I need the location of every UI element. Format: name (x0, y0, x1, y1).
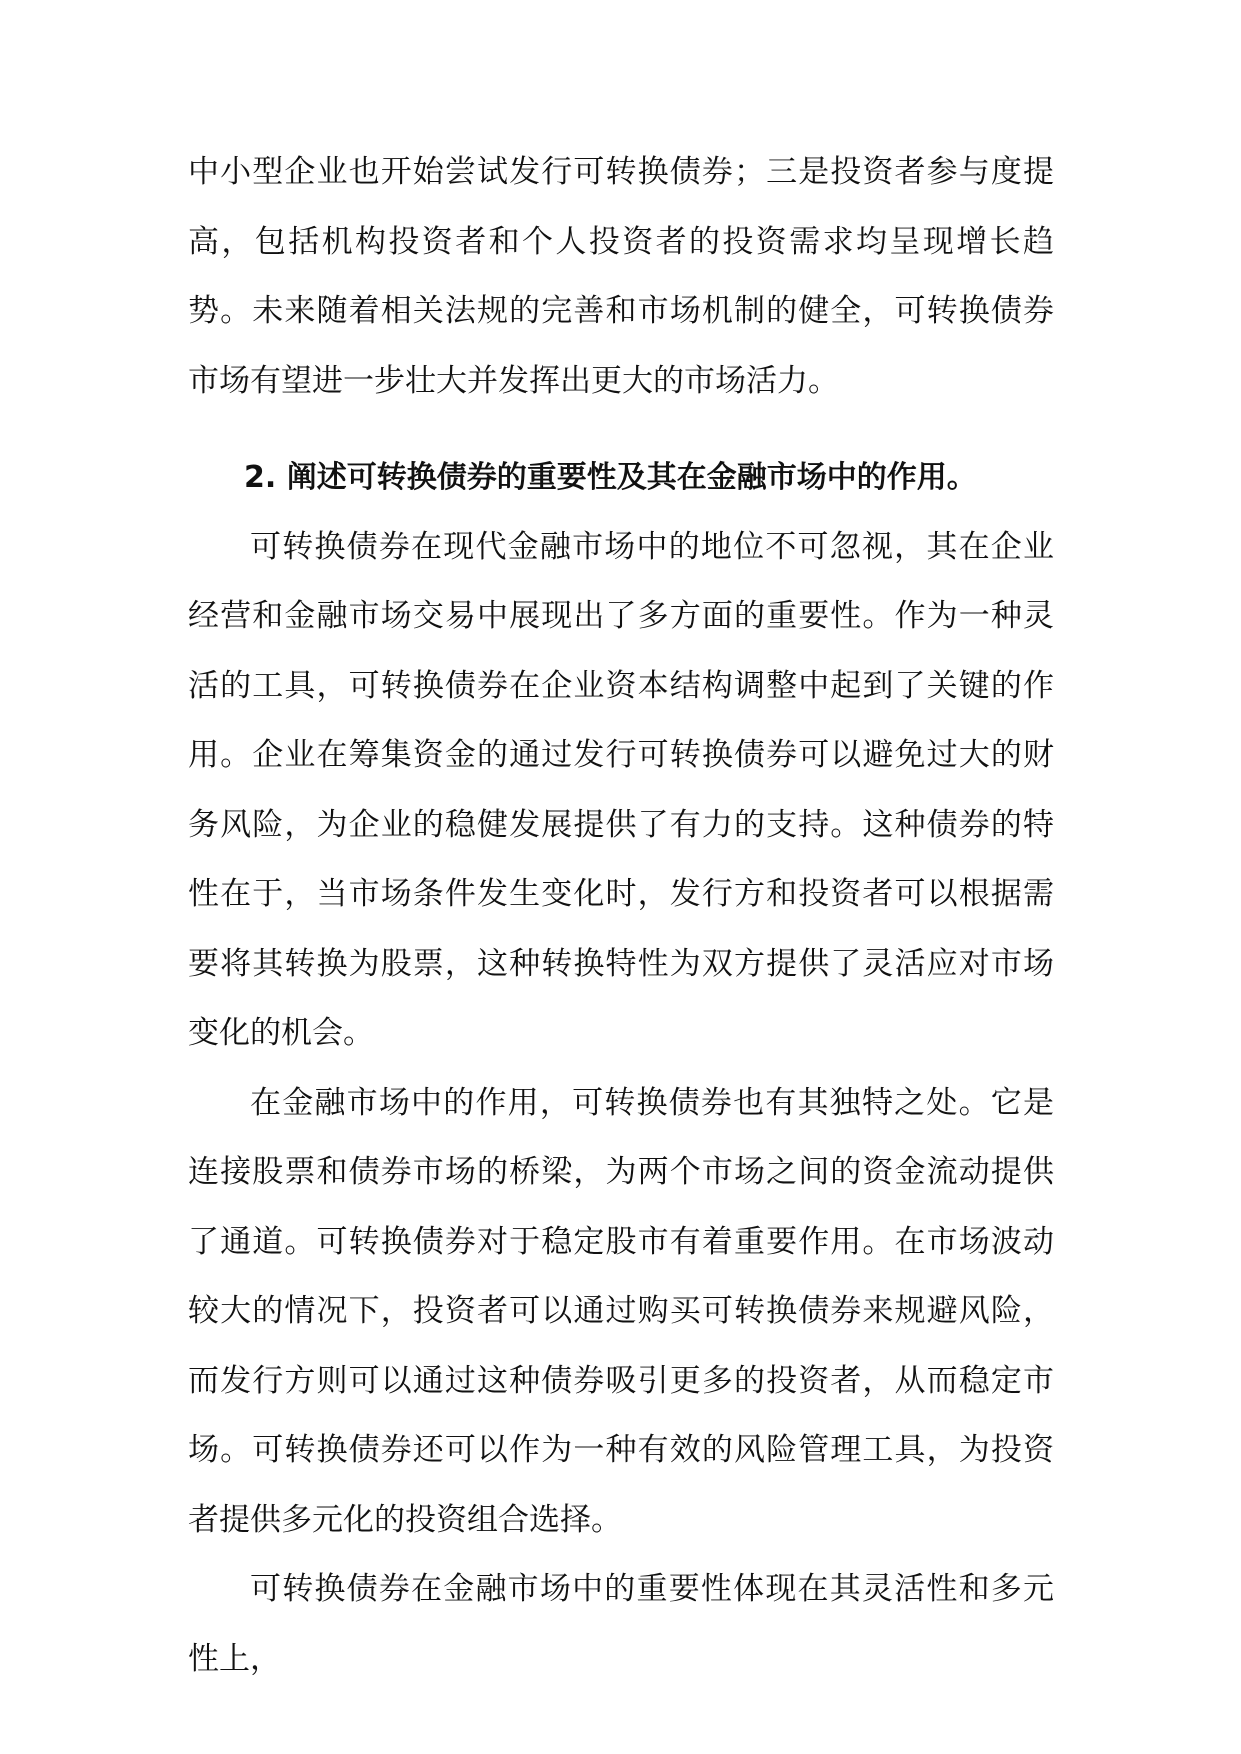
paragraph-importance: 可转换债券在现代金融市场中的地位不可忽视，其在企业经营和金融市场交易中展现出了多方面的重要性。作为一种灵活的工具，可转换债券在企业资本结构调整中起到了关键的作用。企业在筹集资金的通过发行可转换债券可以避免过大的财务风险，为企业的稳健发展提供了有力的支持。这种债券的特性在于，当市场条件发生变化时，发行方和投资者可以根据需要将其转换为股票，这种转换特性为双方提供了灵活应对市场变化的机会。 (188, 528, 1054, 1051)
document-body (188, 138, 1054, 1694)
paragraph-continued: 中小型企业也开始尝试发行可转换债券；三是投资者参与度提高，包括机构投资者和个人投资者的投资需求均呈现增长趋势。未来随着相关法规的完善和市场机制的健全，可转换债券市场有望进一步壮大并发挥出更大的市场活力。 (188, 154, 1054, 399)
paragraph-market-role: 在金融市场中的作用，可转换债券也有其独特之处。它是连接股票和债券市场的桥梁，为两个市场之间的资金流动提供了通道。可转换债券对于稳定股市有着重要作用。在市场波动较大的情况下，投资者可以通过购买可转换债券来规避风险，而发行方则可以通过这种债券吸引更多的投资者，从而稳定市场。可转换债券还可以作为一种有效的风险管理工具，为投资者提供多元化的投资组合选择。 (188, 1084, 1054, 1538)
paragraph-summary: 可转换债券在金融市场中的重要性体现在其灵活性和多元性上， (188, 1571, 1054, 1677)
section-heading: 2. 阐述可转换债券的重要性及其在金融市场中的作用。 (244, 460, 977, 495)
